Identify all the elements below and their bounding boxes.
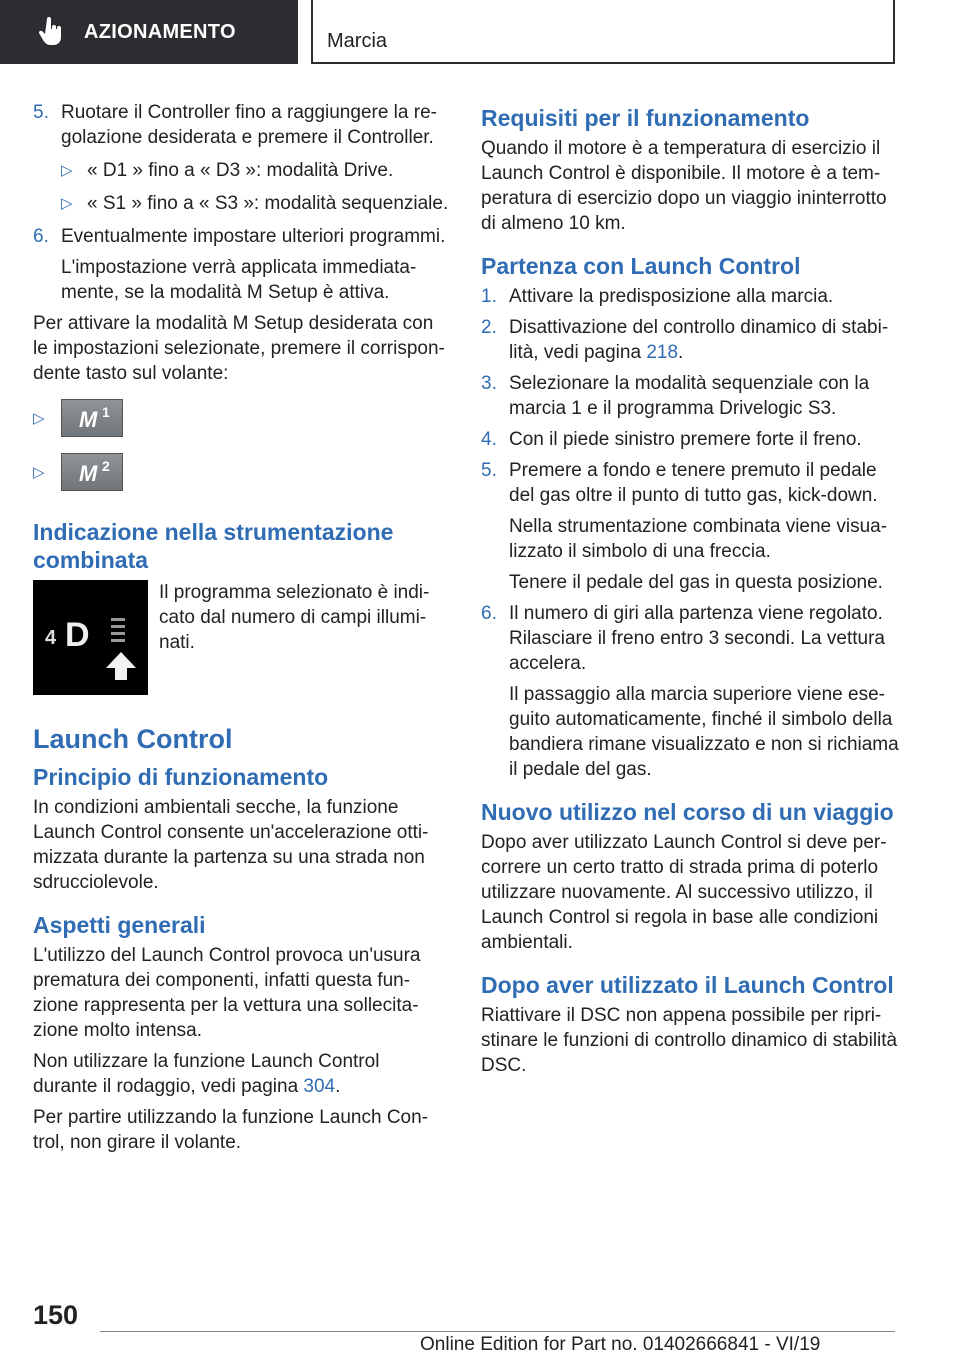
launch-step-5: 5. Premere a fondo e tenere premuto il pedale del gas oltre il punto di tutto gas, kick-down. (481, 460, 878, 506)
section-title: AZIONAMENTO (84, 20, 236, 43)
footer-edition: Online Edition for Part no. 01402666841 - VI/19 (420, 1334, 821, 1355)
m2-key-icon (61, 453, 123, 491)
left-column (33, 100, 449, 1161)
svg-text:1: 1 (102, 404, 110, 420)
svg-text:M: M (79, 407, 98, 432)
aspetti-text-2: Non utilizzare la funzione Launch Control durante il rodaggio, vedi pagina 304. (33, 1051, 380, 1097)
triangle-bullet-icon: ▷ (61, 195, 73, 212)
nuovo-heading: Nuovo utilizzo nel corso di un viaggio (481, 799, 894, 825)
page-link-218[interactable]: 218 (646, 342, 679, 363)
launch-step-6: 6. Il numero di giri alla partenza viene regolato. Rilasciare il freno entro 3 secondi. La vettura accelera. (481, 603, 885, 674)
triangle-bullet-icon: ▷ (33, 409, 45, 427)
principio-heading: Principio di funzionamento (33, 764, 329, 790)
svg-text:D: D (65, 616, 90, 654)
program-bars-icon (111, 618, 125, 642)
chapter-title: Marcia (327, 30, 388, 52)
m2-button-item (33, 452, 449, 492)
launch-step-5-note-2: Tenere il pedale del gas in questa posizione. (509, 572, 883, 593)
upshift-arrow-icon (106, 652, 136, 680)
dopo-heading: Dopo aver utilizzato il Launch Control (481, 972, 894, 998)
requisiti-heading: Requisiti per il funzionamento (481, 105, 810, 131)
launch-step-2: 2. Disattivazione del controllo dinamico di stabilità, vedi pagina 218. (481, 317, 889, 363)
launch-step-1: 1. Attivare la predisposizione alla marcia. (481, 286, 834, 307)
section-tab (0, 0, 298, 64)
aspetti-heading: Aspetti generali (33, 912, 206, 938)
requisiti-text: Quando il motore è a temperatura di esercizio il Launch Control è disponibile. Il motore è a temperatura di esercizio dopo un viaggio ininterrotto di almeno 10 km. (481, 138, 887, 234)
partenza-heading: Partenza con Launch Control (481, 253, 801, 279)
step-6: 6. Eventualmente impostare ulteriori programmi. (33, 226, 446, 247)
cluster-text: Il programma selezionato è indicato dal numero di campi illuminati. (159, 582, 430, 653)
triangle-bullet-icon: ▷ (61, 162, 73, 179)
launch-control-heading: Launch Control (33, 724, 233, 754)
svg-text:2: 2 (102, 458, 110, 474)
m-setup-paragraph: Per attivare la modalità M Setup desiderata con le impostazioni selezionate, premere il corrispondente tasto sul volante: (33, 313, 445, 384)
nuovo-text: Dopo aver utilizzato Launch Control si deve percorrere un certo tratto di strada prima di poterlo utilizzare nuovamente. Al successivo utilizzo, il Launch Control si regola in base alle condizioni ambientali. (481, 832, 887, 953)
svg-text:M: M (79, 461, 98, 486)
page-link-304[interactable]: 304 (303, 1076, 336, 1097)
step-6-note: L'impostazione verrà applicata immediatamente, se la modalità M Setup è attiva. (61, 257, 417, 303)
right-column (481, 100, 899, 1084)
bullet-drive: ▷ « D1 » fino a « D3 »: modalità Drive. (61, 160, 394, 181)
triangle-bullet-icon: ▷ (33, 463, 45, 481)
aspetti-text-3: Per partire utilizzando la funzione Launch Control, non girare il volante. (33, 1107, 429, 1153)
hand-pointer-icon (38, 17, 64, 47)
dopo-text: Riattivare il DSC non appena possibile per ripristinare le funzioni di controllo dinamico di stabilità DSC. (481, 1005, 898, 1076)
launch-step-4: 4. Con il piede sinistro premere forte il freno. (481, 429, 862, 450)
footer-divider (100, 1331, 895, 1332)
aspetti-text-1: L'utilizzo del Launch Control provoca un'usura prematura dei componenti, infatti questa funzione rappresenta per la vettura una sollecitazione molto intensa. (33, 945, 421, 1041)
m1-button-item (33, 398, 449, 438)
launch-step-6-note: Il passaggio alla marcia superiore viene eseguito automaticamente, finché il simbolo della bandiera rimane visualizzato e non si richiama il pedale del gas. (509, 684, 899, 780)
launch-step-3: 3. Selezionare la modalità sequenziale con la marcia 1 e il programma Drivelogic S3. (481, 373, 870, 419)
launch-step-5-note-1: Nella strumentazione combinata viene visualizzato il simbolo di una freccia. (509, 516, 888, 562)
page-number: 150 (33, 1300, 79, 1330)
cluster-block (33, 580, 449, 695)
step-5: 5. Ruotare il Controller fino a raggiungere la regolazione desiderata e premere il Controller. (33, 102, 437, 148)
svg-text:4: 4 (45, 627, 57, 649)
cluster-heading: Indicazione nella strumentazione combinata (33, 519, 394, 573)
m1-key-icon (61, 399, 123, 437)
chapter-box (311, 0, 895, 64)
bullet-sequential: ▷ « S1 » fino a « S3 »: modalità sequenziale. (61, 193, 449, 214)
cluster-display-image (33, 580, 148, 695)
principio-text: In condizioni ambientali secche, la funzione Launch Control consente un'accelerazione ottimizzata durante la partenza su una strada non sdrucciolevole. (33, 797, 429, 893)
